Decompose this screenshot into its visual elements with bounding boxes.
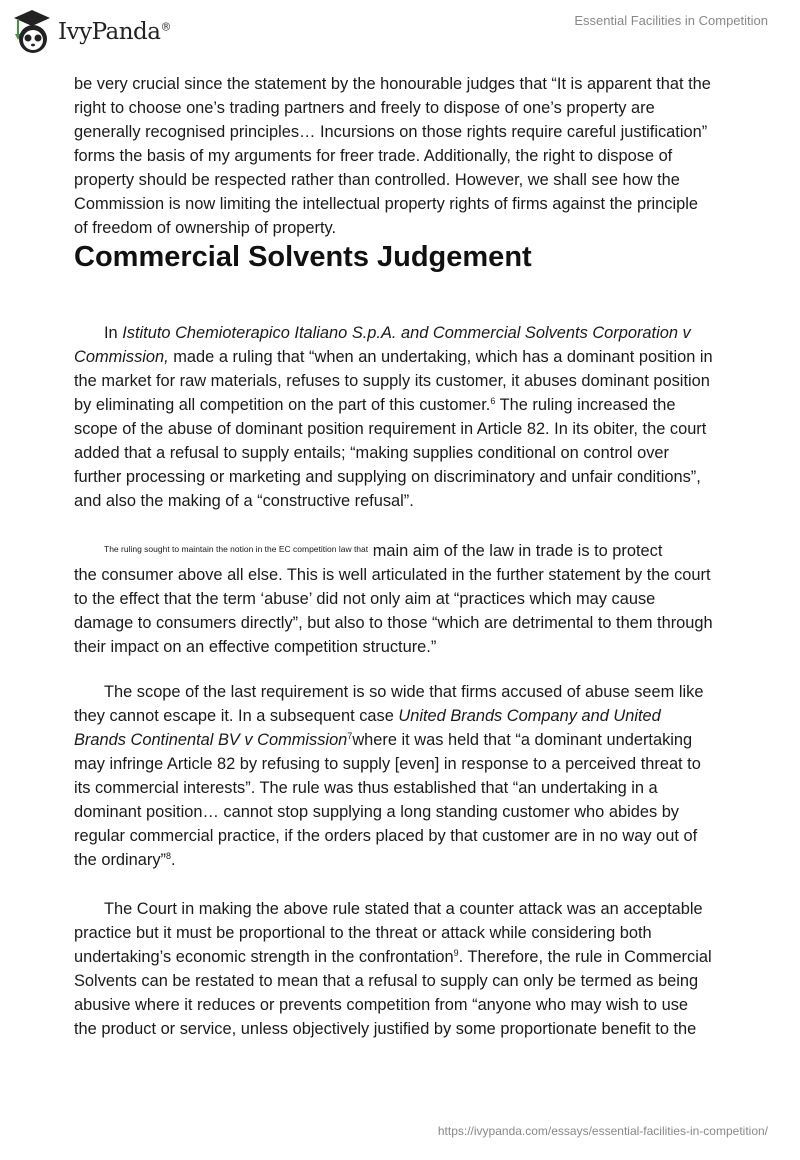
text-line: [74, 848, 734, 872]
text-run: of freedom of ownership of property.: [74, 219, 337, 237]
text-run: Solvents can be restated to mean that a refusal to supply can only be termed as being: [74, 972, 699, 990]
text-line: [74, 539, 734, 563]
paragraph: [74, 897, 734, 1041]
text-line: [74, 168, 734, 192]
text-run: main aim of the law in trade is to protect: [368, 542, 663, 560]
text-run: generally recognised principles… Incursions on those rights require careful justification”: [74, 123, 708, 141]
footnote-ref[interactable]: 6: [490, 396, 496, 406]
case-name: Istituto Chemioterapico Italiano S.p.A. and Commercial Solvents Corporation v: [122, 324, 691, 342]
text-run: The scope of the last requirement is so wide that firms accused of abuse seem like: [104, 683, 704, 701]
text-line: [74, 321, 734, 345]
text-line: [74, 969, 734, 993]
case-name: Commission,: [74, 348, 169, 366]
text-line: [74, 945, 734, 969]
text-line: [74, 800, 734, 824]
text-run: abusive where it reduces or prevents competition from “anyone who may wish to use: [74, 996, 689, 1014]
text-line: [74, 563, 734, 587]
text-run: the market for raw materials, refuses to supply its customer, it abuses dominant position: [74, 372, 710, 390]
text-run: The ruling increased the: [495, 396, 676, 414]
text-line: [74, 417, 734, 441]
text-run: added that a refusal to supply entails; “making supplies conditional on control over: [74, 444, 669, 462]
text-line: [74, 704, 734, 728]
text-run: property should be respected rather than controlled. However, we shall see how the: [74, 171, 680, 189]
text-run: by eliminating all competition on the part of this customer.: [74, 396, 491, 414]
document-title: Essential Facilities in Competition: [574, 13, 768, 28]
text-run: its commercial interests”. The rule was thus established that “an undertaking in a: [74, 779, 658, 797]
text-run: forms the basis of my arguments for freer trade. Additionally, the right to dispose of: [74, 147, 673, 165]
text-run: their impact on an effective competition structure.”: [74, 638, 437, 656]
text-run: .: [171, 851, 176, 869]
section-heading: Commercial Solvents Judgement: [74, 241, 532, 273]
text-run: be very crucial since the statement by the honourable judges that “It is apparent that the: [74, 75, 711, 93]
text-line: [74, 393, 734, 417]
text-line: [74, 120, 734, 144]
text-run: may infringe Article 82 by refusing to supply [even] in response to a perceived threat to: [74, 755, 701, 773]
text-line: [74, 921, 734, 945]
paragraph: [74, 539, 734, 659]
text-line: [74, 1017, 734, 1041]
paragraph: [74, 72, 734, 240]
panda-graduate-icon: [12, 8, 52, 56]
text-line: [74, 752, 734, 776]
text-line: [74, 345, 734, 369]
text-line: [74, 489, 734, 513]
ivypanda-logo[interactable]: [12, 8, 171, 56]
text-line: [74, 369, 734, 393]
text-run: regular commercial practice, if the orders placed by that customer are in no way out of: [74, 827, 698, 845]
text-run: the ordinary”: [74, 851, 167, 869]
text-run: where it was held that “a dominant undertaking: [352, 731, 693, 749]
text-line: [74, 680, 734, 704]
registered-mark: ®: [160, 20, 171, 34]
text-line: [74, 96, 734, 120]
case-name: Brands Continental BV v Commission: [74, 731, 348, 749]
text-run: damage to consumers directly”, but also to those “which are detrimental to them through: [74, 614, 713, 632]
footnote-ref[interactable]: 8: [166, 851, 172, 861]
text-line: [74, 216, 734, 240]
text-line: [74, 144, 734, 168]
text-line: [74, 824, 734, 848]
text-line: [74, 897, 734, 921]
source-url[interactable]: https://ivypanda.com/essays/essential-facilities-in-competition/: [437, 1124, 768, 1138]
text-line: [74, 611, 734, 635]
case-name: United Brands Company and United: [398, 707, 661, 725]
text-run: to the effect that the term ‘abuse’ did not only aim at “practices which may cause: [74, 590, 656, 608]
text-run: Commission is now limiting the intellectual property rights of firms against the principle: [74, 195, 699, 213]
text-run: right to choose one’s trading partners and freely to dispose of one’s property are: [74, 99, 655, 117]
text-run: they cannot escape it. In a subsequent case: [74, 707, 399, 725]
brand-name: [58, 19, 171, 45]
footnote-ref[interactable]: 9: [453, 948, 459, 958]
brand-text: IvyPanda: [58, 19, 161, 45]
text-line: [74, 993, 734, 1017]
text-run: . Therefore, the rule in Commercial: [458, 948, 712, 966]
text-run: The Court in making the above rule stated that a counter attack was an acceptable: [104, 900, 703, 918]
text-run: the consumer above all else. This is well articulated in the further statement by the court: [74, 566, 711, 584]
text-run: undertaking’s economic strength in the confrontation: [74, 948, 454, 966]
text-run: In: [104, 324, 123, 342]
text-run: made a ruling that “when an undertaking, which has a dominant position in: [168, 348, 713, 366]
text-run: practice but it must be proportional to the threat or attack while considering both: [74, 924, 652, 942]
footnote-ref[interactable]: 7: [347, 731, 353, 741]
paragraph: [74, 321, 734, 513]
text-line: [74, 776, 734, 800]
text-run: further processing or marketing and supplying on discriminatory and unfair conditions”,: [74, 468, 701, 486]
text-line: [74, 635, 734, 659]
text-line: [74, 72, 734, 96]
text-run: scope of the abuse of dominant position requirement in Article 82. In its obiter, the court: [74, 420, 707, 438]
paragraph: [74, 680, 734, 872]
text-run: and also the making of a “constructive refusal”.: [74, 492, 414, 510]
text-run: dominant position… cannot stop supplying a long standing customer who abides by: [74, 803, 680, 821]
text-run: the product or service, unless objectively justified by some proportionate benefit to the: [74, 1020, 697, 1038]
text-line: [74, 728, 734, 752]
text-run: The ruling sought to maintain the notion in the EC competition law that: [104, 544, 369, 554]
text-line: [74, 587, 734, 611]
text-line: [74, 192, 734, 216]
text-line: [74, 441, 734, 465]
text-line: [74, 465, 734, 489]
